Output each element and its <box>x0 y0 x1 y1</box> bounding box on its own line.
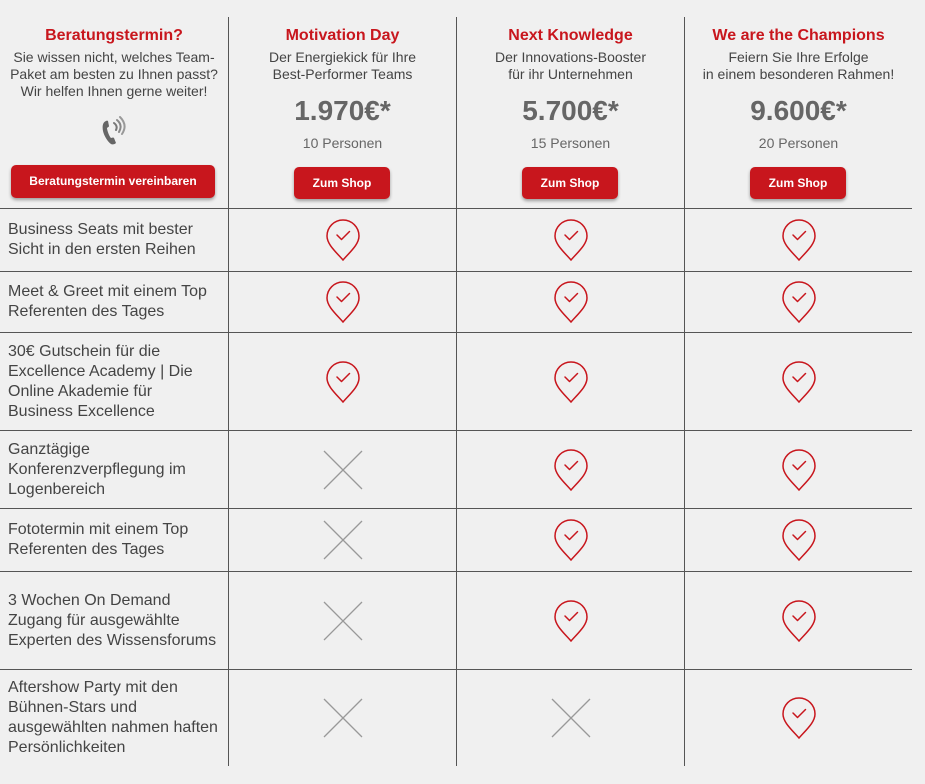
check-pin-icon <box>325 218 361 262</box>
plan-title: Motivation Day <box>285 27 400 44</box>
feature-not-included <box>228 509 456 571</box>
check-pin-icon <box>325 360 361 404</box>
feature-included <box>228 209 456 271</box>
consult-title: Beratungstermin? <box>45 27 183 44</box>
check-pin-icon <box>781 696 817 740</box>
check-pin-icon <box>781 360 817 404</box>
feature-row <box>0 670 912 766</box>
plan-we-are-the-champions <box>684 17 912 208</box>
feature-included <box>684 209 912 271</box>
pricing-table <box>0 17 912 766</box>
consult-button[interactable]: Beratungstermin vereinbaren <box>11 165 215 198</box>
plan-next-knowledge <box>456 17 684 208</box>
plan-price: 5.700€* <box>522 95 619 126</box>
check-pin-icon <box>553 599 589 643</box>
feature-included <box>684 333 912 430</box>
cross-icon <box>551 698 591 738</box>
feature-not-included <box>228 670 456 766</box>
feature-included <box>684 572 912 669</box>
consult-cell <box>0 17 228 208</box>
check-pin-icon <box>553 518 589 562</box>
feature-label: Ganztägige Konferenzverpflegung im Logenbereich <box>8 440 186 498</box>
cross-icon <box>323 520 363 560</box>
cross-icon <box>323 450 363 490</box>
plan-title: Next Knowledge <box>508 27 633 44</box>
feature-included <box>684 670 912 766</box>
feature-included <box>684 509 912 571</box>
shop-button[interactable]: Zum Shop <box>522 167 618 199</box>
feature-not-included <box>228 431 456 508</box>
feature-row <box>0 333 912 431</box>
plan-title: We are the Champions <box>712 27 885 44</box>
feature-included <box>228 333 456 430</box>
feature-included <box>456 209 684 271</box>
feature-label: Business Seats mit bester Sicht in den ersten Reihen <box>8 221 196 258</box>
feature-included <box>228 272 456 332</box>
feature-included <box>456 431 684 508</box>
feature-row <box>0 431 912 509</box>
feature-included <box>456 272 684 332</box>
cross-icon <box>323 698 363 738</box>
check-pin-icon <box>553 448 589 492</box>
plan-subtitle: Der Innovations-Booster für ihr Unternehmen <box>495 49 646 82</box>
feature-label: 30€ Gutschein für die Excellence Academy | Die Online Akademie für Business Excellence <box>8 342 193 420</box>
check-pin-icon <box>553 280 589 324</box>
consult-text: Sie wissen nicht, welches Team- Paket am besten zu Ihnen passt? Wir helfen Ihnen gerne weiter! <box>10 49 218 99</box>
plan-subtitle: Feiern Sie Ihre Erfolge in einem besonderen Rahmen! <box>702 49 895 82</box>
feature-label: Aftershow Party mit den Bühnen-Stars und ausgewählten nahmen haften Persönlichkeiten <box>8 679 218 756</box>
check-pin-icon <box>781 280 817 324</box>
plan-subtitle: Der Energiekick für Ihre Best-Performer Teams <box>268 49 417 82</box>
check-pin-icon <box>781 518 817 562</box>
check-pin-icon <box>781 599 817 643</box>
feature-row <box>0 509 912 572</box>
check-pin-icon <box>781 448 817 492</box>
plan-price: 1.970€* <box>294 95 391 126</box>
shop-button[interactable]: Zum Shop <box>294 167 390 199</box>
feature-not-included <box>456 670 684 766</box>
header-row <box>0 17 912 209</box>
feature-included <box>456 333 684 430</box>
phone-icon <box>99 114 129 148</box>
check-pin-icon <box>553 360 589 404</box>
feature-label: Fototermin mit einem Top Referenten des Tages <box>8 521 189 558</box>
cross-icon <box>323 601 363 641</box>
feature-row <box>0 272 912 333</box>
feature-included <box>456 572 684 669</box>
feature-row <box>0 572 912 670</box>
check-pin-icon <box>553 218 589 262</box>
feature-row <box>0 209 912 272</box>
plan-price: 9.600€* <box>750 95 847 126</box>
feature-label: 3 Wochen On Demand Zugang für ausgewählte Experten des Wissensforums <box>8 591 217 649</box>
feature-included <box>684 272 912 332</box>
feature-included <box>456 509 684 571</box>
feature-included <box>684 431 912 508</box>
plan-motivation-day <box>228 17 456 208</box>
check-pin-icon <box>325 280 361 324</box>
plan-persons: 15 Personen <box>530 135 611 151</box>
check-pin-icon <box>781 218 817 262</box>
feature-not-included <box>228 572 456 669</box>
feature-label: Meet & Greet mit einem Top Referenten des Tages <box>8 283 207 320</box>
plan-persons: 20 Personen <box>758 135 839 151</box>
shop-button[interactable]: Zum Shop <box>750 167 846 199</box>
plan-persons: 10 Personen <box>302 135 383 151</box>
